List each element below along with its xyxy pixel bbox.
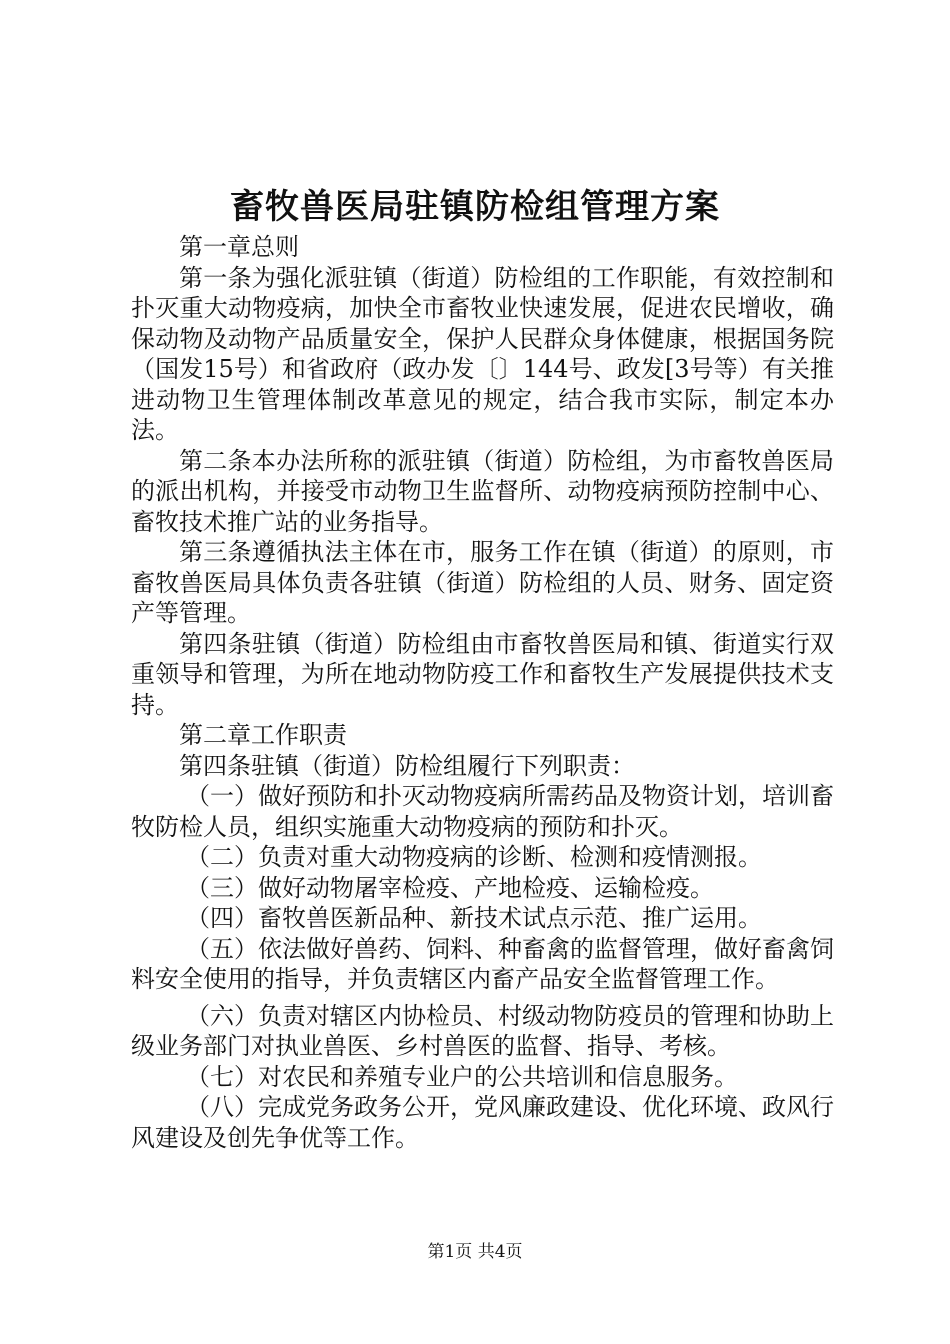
duty-item: （二）负责对重大动物疫病的诊断、检测和疫情测报。 <box>186 843 762 871</box>
duty-item: （三）做好动物屠宰检疫、产地检疫、运输检疫。 <box>186 873 714 902</box>
document-title: 畜牧兽医局驻镇防检组管理方案 <box>230 187 720 227</box>
article-paragraph: 第二条本办法所称的派驻镇（街道）防检组，为市畜牧兽医局的派出机构，并接受市动物卫生监督所、动物疫病预防控制中心、畜牧技术推广站的业务指导。 <box>131 446 834 536</box>
duty-item: （一）做好预防和扑灭动物疫病所需药品及物资计划，培训畜牧防检人员，组织实施重大动物疫病的预防和扑灭。 <box>131 782 834 841</box>
duty-item: （八）完成党务政务公开，党风廉政建设、优化环境、政风行风建设及创先争优等工作。 <box>131 1093 834 1152</box>
duty-item: （六）负责对辖区内协检员、村级动物防疫员的管理和协助上级业务部门对执业兽医、乡村兽医的监督、指导、考核。 <box>131 1001 834 1060</box>
duty-item: （四）畜牧兽医新品种、新技术试点示范、推广运用。 <box>186 904 762 932</box>
article-paragraph: 第三条遵循执法主体在市，服务工作在镇（街道）的原则，市畜牧兽医局具体负责各驻镇（街道）防检组的人员、财务、固定资产等管理。 <box>131 538 834 627</box>
duty-item: （五）依法做好兽药、饲料、种畜禽的监督管理，做好畜禽饲料安全使用的指导，并负责辖区内畜产品安全监督管理工作。 <box>131 934 834 993</box>
chapter-heading: 第一章总则 <box>179 233 299 261</box>
page-number: 第1页 共4页 <box>427 1242 523 1262</box>
chapter-heading: 第二章工作职责 <box>179 721 347 749</box>
article-paragraph: 第四条驻镇（街道）防检组履行下列职责： <box>179 751 635 780</box>
duty-item: （七）对农民和养殖专业户的公共培训和信息服务。 <box>186 1062 738 1091</box>
article-paragraph: 第四条驻镇（街道）防检组由市畜牧兽医局和镇、街道实行双重领导和管理，为所在地动物防疫工作和畜牧生产发展提供技术支持。 <box>131 629 834 719</box>
document-body <box>131 232 834 1153</box>
article-paragraph: 第一条为强化派驻镇（街道）防检组的工作职能，有效控制和扑灭重大动物疫病，加快全市畜牧业快速发展，促进农民增收，确保动物及动物产品质量安全，保护人民群众身体健康，根据国务院（国发15号）和省政府（政办发〔〕144号、政发[3号等）有关推进动物卫生管理体制改革意见的规定，结合我市实际，制定本办法。 <box>131 263 834 444</box>
